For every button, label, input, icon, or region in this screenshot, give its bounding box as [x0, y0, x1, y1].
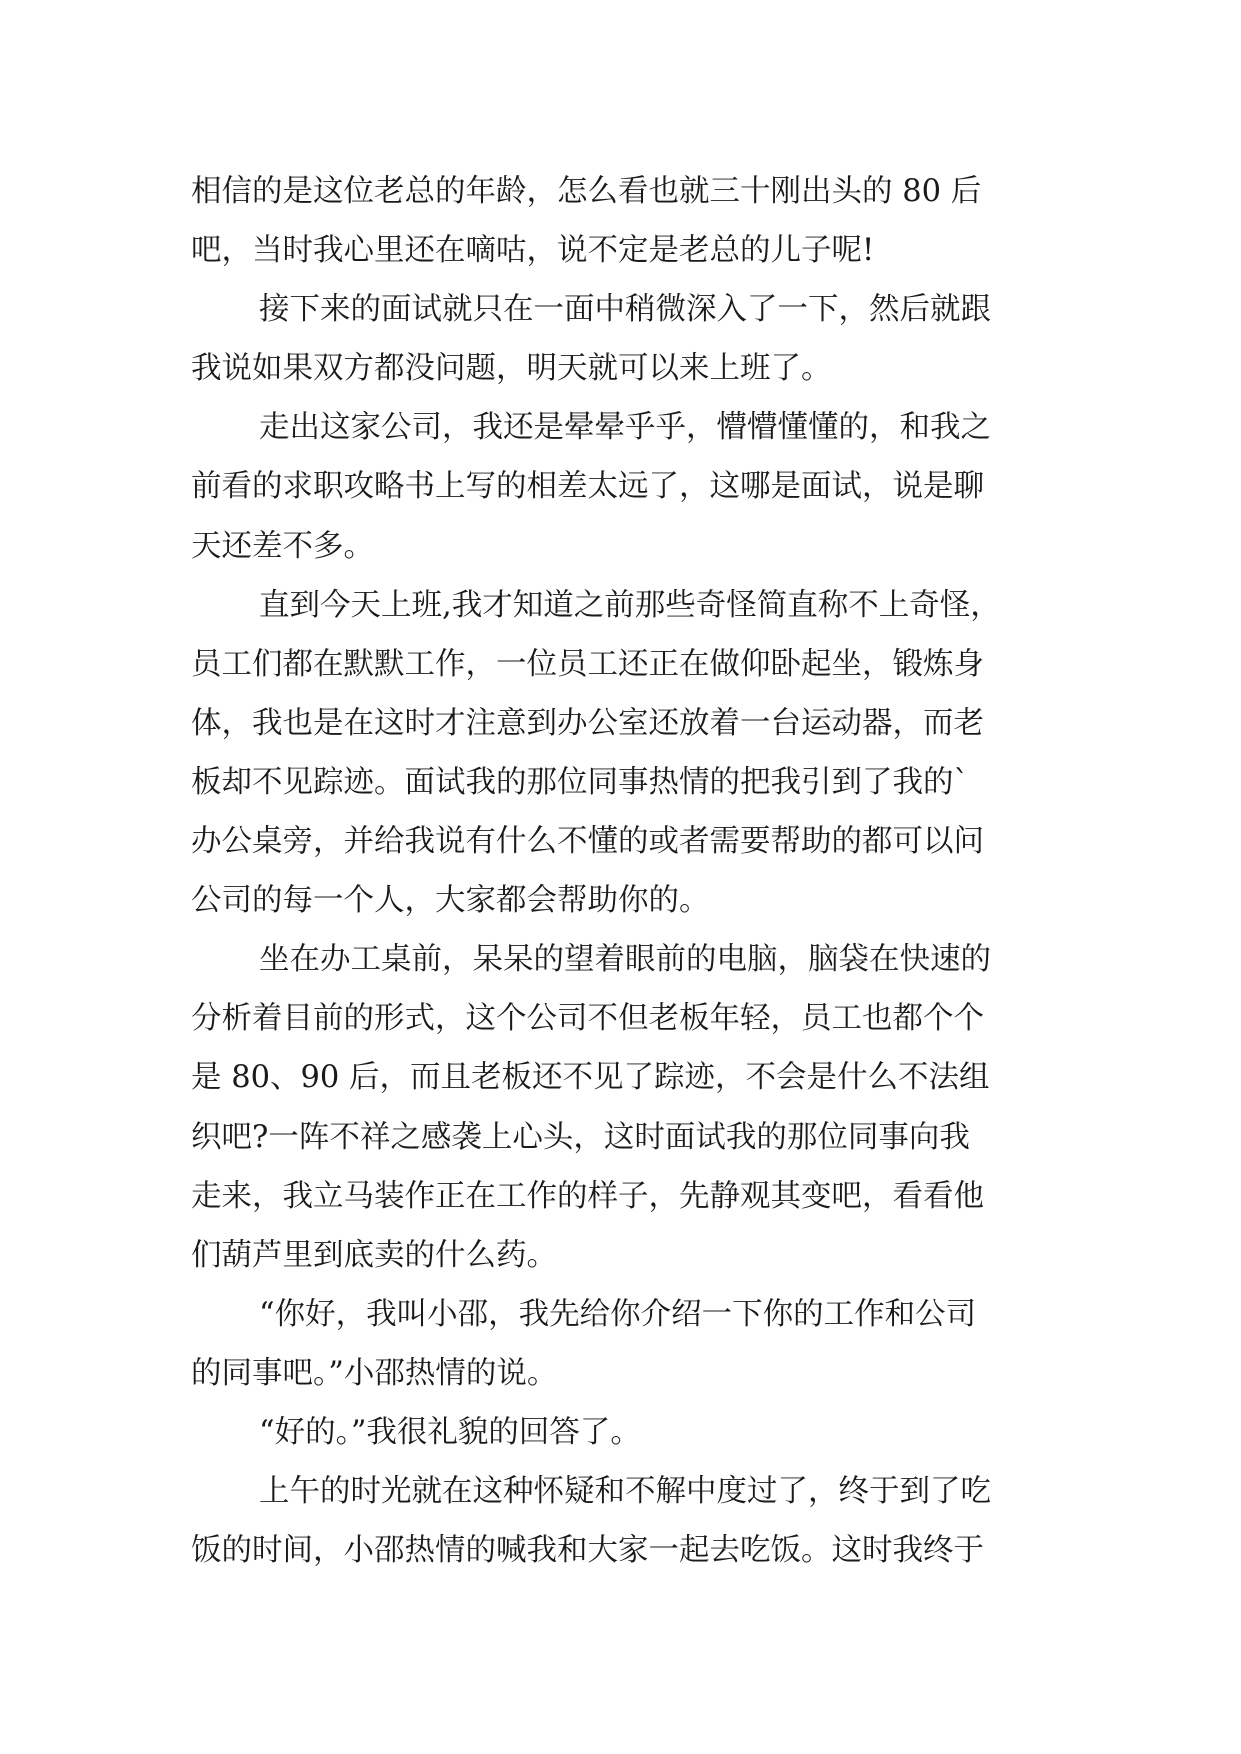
- text-line: 上午的时光就在这种怀疑和不解中度过了，终于到了吃: [259, 1474, 991, 1510]
- text-line: 们葫芦里到底卖的什么药。: [191, 1237, 557, 1273]
- text-line: 员工们都在默默工作，一位员工还正在做仰卧起坐，锻炼身: [191, 646, 984, 682]
- text-line: “好的。”我很礼貌的回答了。: [259, 1414, 641, 1450]
- text-line: 相信的是这位老总的年龄，怎么看也就三十刚出头的 80 后: [191, 174, 982, 209]
- text-line: 直到今天上班,我才知道之前那些奇怪简直称不上奇怪，: [259, 587, 1001, 623]
- text-line: 我说如果双方都没问题，明天就可以来上班了。: [191, 351, 832, 387]
- text-line: 的同事吧。”小邵热情的说。: [191, 1355, 558, 1391]
- text-line: 饭的时间，小邵热情的喊我和大家一起去吃饭。这时我终于: [191, 1533, 984, 1569]
- text-line: 织吧?一阵不祥之感袭上心头，这时面试我的那位同事向我: [191, 1119, 970, 1155]
- text-line: 前看的求职攻略书上写的相差太远了，这哪是面试，说是聊: [191, 469, 984, 505]
- text-line: 体，我也是在这时才注意到办公室还放着一台运动器，而老: [191, 705, 984, 741]
- text-line: “你好，我叫小邵，我先给你介绍一下你的工作和公司: [259, 1296, 977, 1332]
- text-line: 板却不见踪迹。面试我的那位同事热情的把我引到了我的`: [191, 764, 969, 800]
- text-line: 走来，我立马装作正在工作的样子，先静观其变吧，看看他: [191, 1178, 984, 1214]
- body-text: [191, 162, 1051, 1580]
- text-line: 办公桌旁，并给我说有什么不懂的或者需要帮助的都可以问: [191, 824, 984, 860]
- text-line: 坐在办工桌前，呆呆的望着眼前的电脑，脑袋在快速的: [259, 942, 991, 978]
- text-line: 分析着目前的形式，这个公司不但老板年轻，员工也都个个: [191, 1001, 984, 1037]
- text-line: 接下来的面试就只在一面中稍微深入了一下，然后就跟: [259, 292, 991, 328]
- text-line: 是 80、90 后，而且老板还不见了踪迹，不会是什么不法组: [191, 1060, 990, 1096]
- text-line: 公司的每一个人，大家都会帮助你的。: [191, 883, 710, 919]
- text-line: 天还差不多。: [191, 528, 374, 564]
- text-line: 走出这家公司，我还是晕晕乎乎，懵懵懂懂的，和我之: [259, 410, 991, 446]
- text-line: 吧，当时我心里还在嘀咕，说不定是老总的儿子呢!: [191, 233, 875, 269]
